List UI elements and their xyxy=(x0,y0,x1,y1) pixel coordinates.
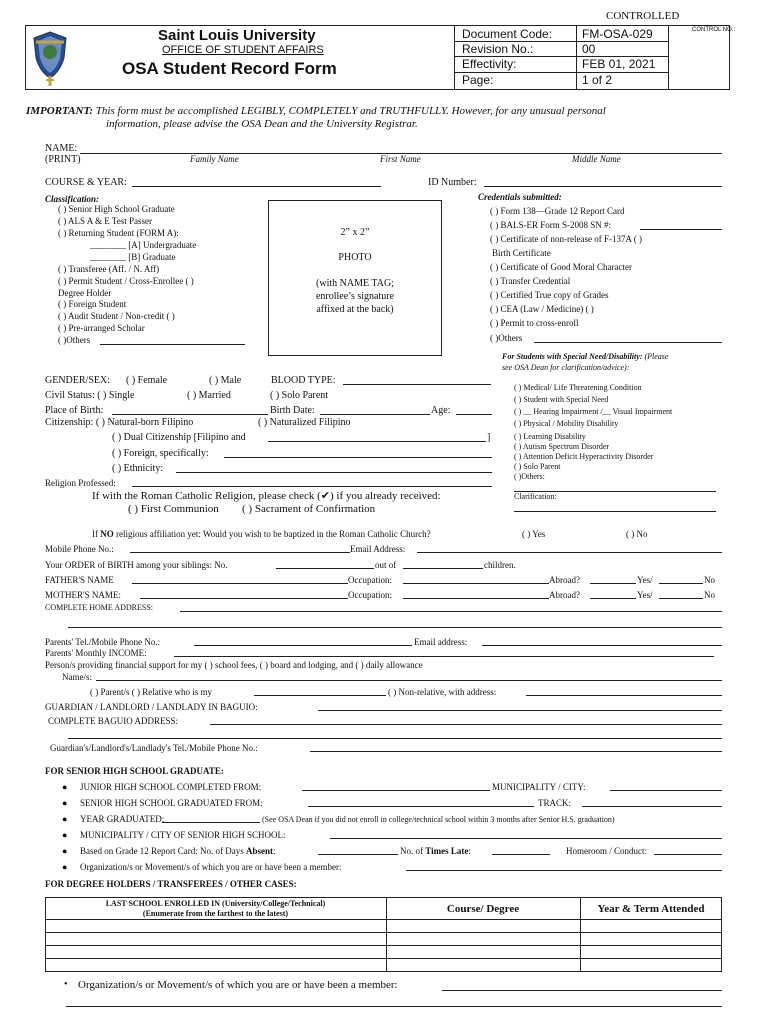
classification-item[interactable]: ________ [B] Graduate xyxy=(90,252,176,262)
clarification-label: Clarification: xyxy=(514,492,557,501)
revision-label: Revision No.: xyxy=(462,42,534,56)
classification-item[interactable]: ( ) Transferee (Aff. / N. Aff) xyxy=(58,264,160,274)
special-need-item[interactable]: ( ) Autism Spectrum Disorder xyxy=(514,442,610,451)
doc-code-label: Document Code: xyxy=(462,27,553,41)
father-abroad-yes-field[interactable] xyxy=(590,583,636,584)
year-graduated-note: (See OSA Dean if you did not enroll in college/technical school within 3 months after Senior H.S. graduation) xyxy=(262,815,615,824)
name-label: NAME: xyxy=(45,143,78,154)
parents-tel-field[interactable] xyxy=(194,645,412,646)
age-label: Age: xyxy=(431,405,451,416)
doc-code-value: FM-OSA-029 xyxy=(582,27,653,41)
bullet: ● xyxy=(62,846,68,856)
father-abroad-label: Abroad? xyxy=(549,575,580,585)
year-graduated-field[interactable] xyxy=(162,822,260,823)
special-need-item[interactable]: ( ) Physical / Mobility Disability xyxy=(514,419,619,428)
mother-abroad-yes-field[interactable] xyxy=(590,598,636,599)
special-need-item[interactable]: ( ) Solo Parent xyxy=(514,462,561,471)
guardian-label: GUARDIAN / LANDLORD / LANDLADY IN BAGUIO: xyxy=(45,702,258,712)
special-need-item[interactable]: ( ) Student with Special Need xyxy=(514,395,609,404)
credential-item[interactable]: ( ) Certificate of non-release of F-137A ( ) xyxy=(490,234,642,244)
first-communion-option[interactable]: ( ) First Communion xyxy=(128,503,219,515)
dual-bracket: ] xyxy=(487,432,491,443)
control-no-label: CONTROL NO.: xyxy=(692,27,736,33)
shs-section-title: FOR SENIOR HIGH SCHOOL GRADUATE: xyxy=(45,766,224,776)
degree-organization-field[interactable] xyxy=(442,990,722,991)
form-title: OSA Student Record Form xyxy=(122,59,337,78)
jhs-completed-field[interactable] xyxy=(302,790,490,791)
page-value: 1 of 2 xyxy=(582,73,613,87)
family-name-label: Family Name xyxy=(190,154,239,164)
credential-item[interactable]: ( ) Form 138—Grade 12 Report Card xyxy=(490,206,625,216)
credential-item[interactable]: ( ) Permit to cross-enroll xyxy=(490,318,579,328)
times-late-field[interactable] xyxy=(492,854,550,855)
special-needs-note: see OSA Dean for clarification/advice): xyxy=(502,363,630,372)
special-need-item[interactable]: ( ) Attention Deficit Hyperactivity Disorder xyxy=(514,452,654,461)
blood-type-field[interactable] xyxy=(343,384,491,385)
citizenship-dual[interactable]: ( ) Dual Citizenship [Filipino and xyxy=(112,432,246,443)
bullet: ● xyxy=(62,814,68,824)
birthplace-field[interactable] xyxy=(112,414,268,415)
shs-municipality-label: MUNICIPALITY / CITY OF SENIOR HIGH SCHOOL: xyxy=(80,830,286,840)
classification-item[interactable]: ( ) ALS A & E Test Passer xyxy=(58,216,152,226)
mobile-field[interactable] xyxy=(130,552,350,553)
male-option[interactable]: ( ) Male xyxy=(209,375,242,386)
no-religion-question: If NO religious affiliation yet: Would you wish to be baptized in the Roman Catholic Church? xyxy=(92,529,431,539)
baptism-no-option[interactable]: ( ) No xyxy=(626,529,648,539)
credentials-title: Credentials submitted: xyxy=(478,192,562,202)
birth-order-label: Your ORDER of BIRTH among your siblings: No. xyxy=(45,560,228,570)
middle-name-label: Middle Name xyxy=(572,154,621,164)
ethnicity-option[interactable]: ( ) Ethnicity: xyxy=(112,463,164,474)
effectivity-value: FEB 01, 2021 xyxy=(582,57,656,71)
mother-abroad-yes: Yes/ xyxy=(637,590,653,600)
homeroom-field[interactable] xyxy=(654,854,722,855)
baguio-address-field[interactable] xyxy=(210,724,722,725)
parents-income-field[interactable] xyxy=(174,656,714,657)
shs-graduated-label: SENIOR HIGH SCHOOL GRADUATED FROM: xyxy=(80,798,263,808)
first-name-label: First Name xyxy=(380,154,421,164)
classification-item[interactable]: ( ) Foreign Student xyxy=(58,299,127,309)
mother-name-field[interactable] xyxy=(140,598,348,599)
children-label: children. xyxy=(484,560,516,570)
email-field[interactable] xyxy=(417,552,722,553)
shs-organization-field[interactable] xyxy=(406,870,722,871)
office-name: OFFICE OF STUDENT AFFAIRS xyxy=(162,44,324,56)
special-needs-title: For Students with Special Need/Disability: (Please xyxy=(502,352,669,361)
supporter-names-field[interactable] xyxy=(96,680,722,681)
course-year-label: COURSE & YEAR: xyxy=(45,177,127,188)
civil-status-single[interactable]: Civil Status: ( ) Single xyxy=(45,390,135,401)
non-relative-option[interactable]: ( ) Non-relative, with address: xyxy=(388,687,497,697)
id-number-label: ID Number: xyxy=(428,177,477,188)
credential-item[interactable]: ( ) BALS-ER Form S-2008 SN #: xyxy=(490,220,612,230)
classification-title: Classification: xyxy=(45,194,100,204)
religion-field[interactable] xyxy=(132,486,492,487)
important-note-line2: information, please advise the OSA Dean and the University Registrar. xyxy=(106,118,418,130)
shs-graduated-field[interactable] xyxy=(308,806,534,807)
citizenship-foreign[interactable]: ( ) Foreign, specifically: xyxy=(112,448,209,459)
baguio-address-label: COMPLETE BAGUIO ADDRESS: xyxy=(48,716,179,726)
times-late-label: No. of Times Late: xyxy=(400,846,471,856)
mother-occupation-field[interactable] xyxy=(403,598,549,599)
father-abroad-yes: Yes/ xyxy=(637,575,653,585)
photo-note: affixed at the back) xyxy=(316,304,394,315)
relative-option[interactable]: ( ) Parent/s ( ) Relative who is my xyxy=(90,687,212,697)
citizenship-naturalized[interactable]: ( ) Naturalized Filipino xyxy=(258,417,351,428)
mother-occupation-label: Occupation: xyxy=(348,590,392,600)
track-field[interactable] xyxy=(582,806,722,807)
homeroom-label: Homeroom / Conduct: xyxy=(566,846,647,856)
effectivity-label: Effectivity: xyxy=(462,57,517,71)
civil-status-married[interactable]: ( ) Married xyxy=(187,390,231,401)
classification-item: Degree Holder xyxy=(58,288,112,298)
religion-label: Religion Professed: xyxy=(45,478,116,488)
credential-item[interactable]: ( ) CEA (Law / Medicine) ( ) xyxy=(490,304,594,314)
credential-item[interactable]: ( ) Certified True copy of Grades xyxy=(490,290,609,300)
mother-name-label: MOTHER'S NAME: xyxy=(45,590,121,600)
credential-item[interactable]: ( ) Certificate of Good Moral Character xyxy=(490,262,632,272)
guardian-tel-field[interactable] xyxy=(310,751,722,752)
special-need-item[interactable]: ( )Others: xyxy=(514,472,545,481)
photo-note: (with NAME TAG; xyxy=(316,278,394,289)
female-option[interactable]: ( ) Female xyxy=(126,375,168,386)
parents-tel-label: Parents' Tel./Mobile Phone No.: xyxy=(45,637,161,647)
birthdate-label: Birth Date: xyxy=(270,405,315,416)
photo-size: 2” x 2” xyxy=(340,227,370,238)
guardian-field[interactable] xyxy=(318,710,722,711)
degree-section-title: FOR DEGREE HOLDERS / TRANSFEREES / OTHER CASES: xyxy=(45,879,297,889)
birthplace-label: Place of Birth: xyxy=(45,405,104,416)
bullet: ● xyxy=(62,782,68,792)
course-column-header: Course/ Degree xyxy=(446,903,520,915)
revision-value: 00 xyxy=(582,42,596,56)
mother-abroad-no: No xyxy=(704,590,715,600)
special-need-item[interactable]: ( ) Learning Disability xyxy=(514,432,586,441)
bullet: ● xyxy=(62,830,68,840)
birthdate-field[interactable] xyxy=(320,414,430,415)
gender-label: GENDER/SEX: xyxy=(45,375,110,386)
days-absent-field[interactable] xyxy=(318,854,398,855)
baptism-yes-option[interactable]: ( ) Yes xyxy=(522,529,546,539)
classification-item[interactable]: ________ [A] Undergraduate xyxy=(90,240,197,250)
father-name-field[interactable] xyxy=(132,583,348,584)
classification-item[interactable]: ( ) Senior High School Graduate xyxy=(58,204,175,214)
financial-support-label: Person/s providing financial support for my ( ) school fees, ( ) board and lodging, and ( ) daily allowance xyxy=(45,660,423,670)
page-label: Page: xyxy=(462,73,494,87)
father-abroad-no: No xyxy=(704,575,715,585)
id-number-field[interactable] xyxy=(484,186,722,187)
mother-abroad-no-field[interactable] xyxy=(659,598,703,599)
classification-item[interactable]: ( ) Permit Student / Cross-Enrollee ( ) xyxy=(58,276,194,286)
shs-municipality-field[interactable] xyxy=(330,838,722,839)
parents-income-label: Parents' Monthly INCOME: xyxy=(45,648,147,658)
year-term-column-header: Year & Term Attended xyxy=(597,903,705,915)
classification-item[interactable]: ( ) Audit Student / Non-credit ( ) xyxy=(58,311,175,321)
special-need-item[interactable]: ( ) __ Hearing Impairment /__ Visual Impairment xyxy=(514,407,673,416)
university-name: Saint Louis University xyxy=(158,27,316,44)
credential-item[interactable]: ( )Others xyxy=(490,333,523,343)
special-need-item[interactable]: ( ) Medical/ Life Threatening Condition xyxy=(514,383,642,392)
home-address-label: COMPLETE HOME ADDRESS: xyxy=(45,603,154,612)
father-name-label: FATHER'S NAME xyxy=(45,575,114,585)
track-label: TRACK: xyxy=(538,798,572,808)
father-occupation-field[interactable] xyxy=(403,583,549,584)
catholic-question: If with the Roman Catholic Religion, please check (✔) if you already received: xyxy=(92,490,441,502)
course-year-field[interactable] xyxy=(132,186,381,187)
mobile-label: Mobile Phone No.: xyxy=(45,544,114,554)
photo-note: enrollee’s signature xyxy=(315,291,395,302)
confirmation-option[interactable]: ( ) Sacrament of Confirmation xyxy=(242,503,376,515)
classification-item[interactable]: ( )Others xyxy=(58,335,91,345)
parents-email-field[interactable] xyxy=(482,645,722,646)
jhs-municipality-field[interactable] xyxy=(610,790,722,791)
classification-item[interactable]: ( ) Returning Student (FORM A): xyxy=(58,228,179,238)
citizenship-natural-born[interactable]: Citizenship: ( ) Natural-born Filipino xyxy=(45,417,194,428)
home-address-field[interactable] xyxy=(180,611,722,612)
father-abroad-no-field[interactable] xyxy=(659,583,703,584)
age-field[interactable] xyxy=(456,414,492,415)
out-of-label: out of xyxy=(375,560,397,570)
jhs-completed-label: JUNIOR HIGH SCHOOL COMPLETED FROM: xyxy=(80,782,262,792)
bullet: ● xyxy=(62,862,68,872)
mother-abroad-label: Abroad? xyxy=(549,590,580,600)
parents-email-label: Email address: xyxy=(414,637,468,647)
siblings-field[interactable] xyxy=(403,568,483,569)
blood-type-label: BLOOD TYPE: xyxy=(271,375,336,386)
father-occupation-label: Occupation: xyxy=(348,575,392,585)
supporter-names-label: Name/s: xyxy=(62,672,92,682)
jhs-municipality-label: MUNICIPALITY / CITY: xyxy=(492,782,586,792)
credential-item: Birth Certificate xyxy=(492,248,551,258)
photo-label: PHOTO xyxy=(338,252,372,263)
credential-item[interactable]: ( ) Transfer Credential xyxy=(490,276,571,286)
degree-organization-label: Organization/s or Movement/s of which you are or have been a member: xyxy=(78,979,398,991)
controlled-label: CONTROLLED xyxy=(606,10,680,22)
civil-status-solo-parent[interactable]: ( ) Solo Parent xyxy=(270,390,329,401)
print-label: (PRINT) xyxy=(45,154,81,165)
days-absent-label: Based on Grade 12 Report Card: No. of Days Absent: xyxy=(80,846,276,856)
classification-item[interactable]: ( ) Pre-arranged Scholar xyxy=(58,323,145,333)
birth-order-field[interactable] xyxy=(276,568,374,569)
email-label: Email Address: xyxy=(350,544,406,554)
shs-organization-label: Organization/s or Movement/s of which you are or have been a member: xyxy=(80,862,342,872)
bullet: ● xyxy=(62,798,68,808)
guardian-tel-label: Guardian's/Landlord's/Landlady's Tel./Mobile Phone No.: xyxy=(50,743,258,753)
important-note: IMPORTANT: This form must be accomplished LEGIBLY, COMPLETELY and TRUTHFULLY. However, for any unusual personal xyxy=(26,105,606,117)
school-column-header: LAST SCHOOL ENROLLED IN (University/College/Technical) xyxy=(105,899,326,908)
year-graduated-label: YEAR GRADUATED: xyxy=(80,814,165,824)
university-seal-logo xyxy=(30,28,70,88)
school-column-subheader: (Enumerate from the farthest to the latest) xyxy=(142,909,289,918)
bullet: • xyxy=(64,979,68,990)
